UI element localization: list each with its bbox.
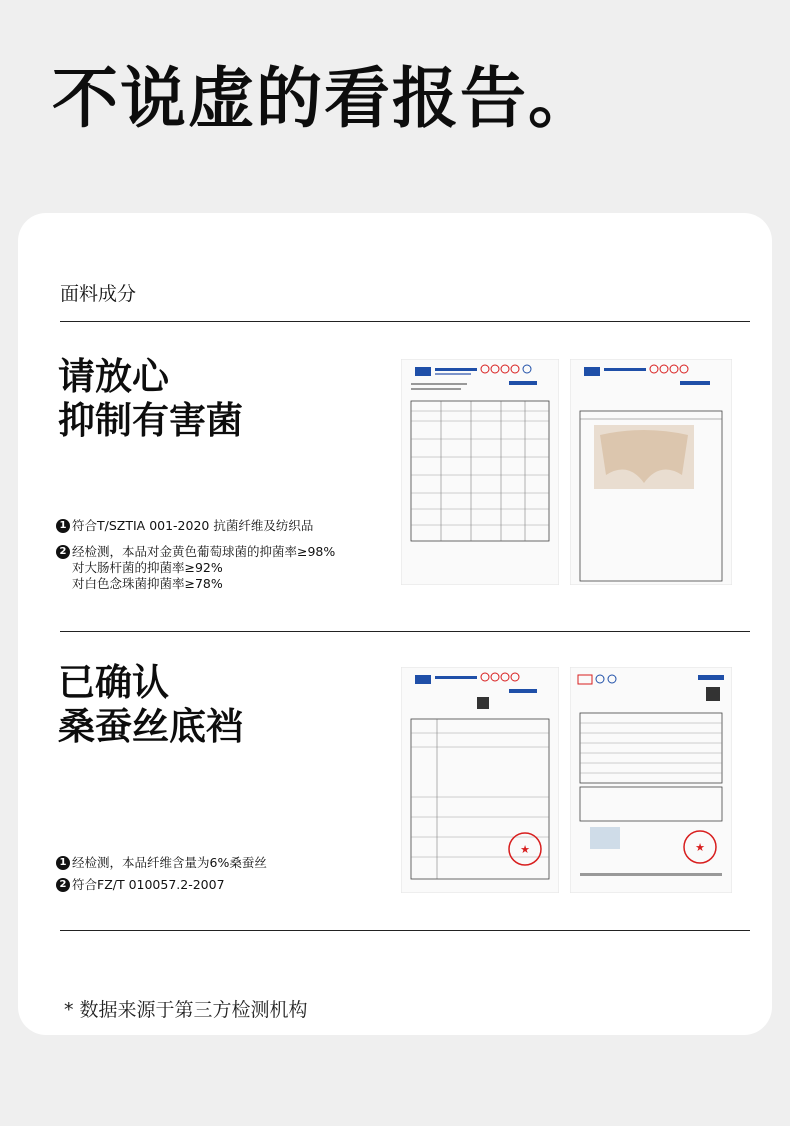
antibacterial-title-line2: 抑制有害菌 <box>58 399 243 442</box>
silk-notes <box>56 855 267 893</box>
antibacterial-note-2-line3: 对白色念珠菌抑菌率≥78% <box>72 576 223 591</box>
page-headline: 不说虚的看报告。 <box>52 60 596 137</box>
divider <box>60 930 750 931</box>
antibacterial-notes <box>56 518 335 592</box>
number-badge-1: 1 <box>56 856 70 870</box>
antibacterial-note-1: 符合T/SZTIA 001-2020 抗菌纤维及纺织品 <box>72 518 314 533</box>
silk-note-2: 符合FZ/T 010057.2-2007 <box>72 877 225 892</box>
report-card <box>18 213 772 1035</box>
antibacterial-test-report-image-2 <box>570 359 732 585</box>
antibacterial-note-2-line2: 对大肠杆菌的抑菌率≥92% <box>72 560 223 575</box>
divider <box>60 321 750 322</box>
data-source-footnote: * 数据来源于第三方检测机构 <box>64 999 308 1021</box>
number-badge-2: 2 <box>56 545 70 559</box>
section-label-fabric: 面料成分 <box>60 283 137 305</box>
svg-text:★: ★ <box>520 843 530 856</box>
antibacterial-note-2: 经检测，本品对金黄色葡萄球菌的抑菌率≥98% <box>72 544 336 559</box>
number-badge-1: 1 <box>56 519 70 533</box>
silk-title <box>58 661 243 749</box>
silk-note-1: 经检测，本品纤维含量为6%桑蚕丝 <box>72 855 267 870</box>
silk-title-line2: 桑蚕丝底裆 <box>58 705 243 748</box>
antibacterial-title-line1: 请放心 <box>58 355 169 398</box>
silk-test-report-image-2 <box>570 667 732 893</box>
divider <box>60 631 750 632</box>
number-badge-2: 2 <box>56 878 70 892</box>
svg-text:★: ★ <box>695 841 705 854</box>
silk-title-line1: 已确认 <box>58 661 169 704</box>
antibacterial-title <box>58 355 243 443</box>
silk-test-report-image-1 <box>401 667 559 893</box>
antibacterial-test-report-image-1 <box>401 359 559 585</box>
